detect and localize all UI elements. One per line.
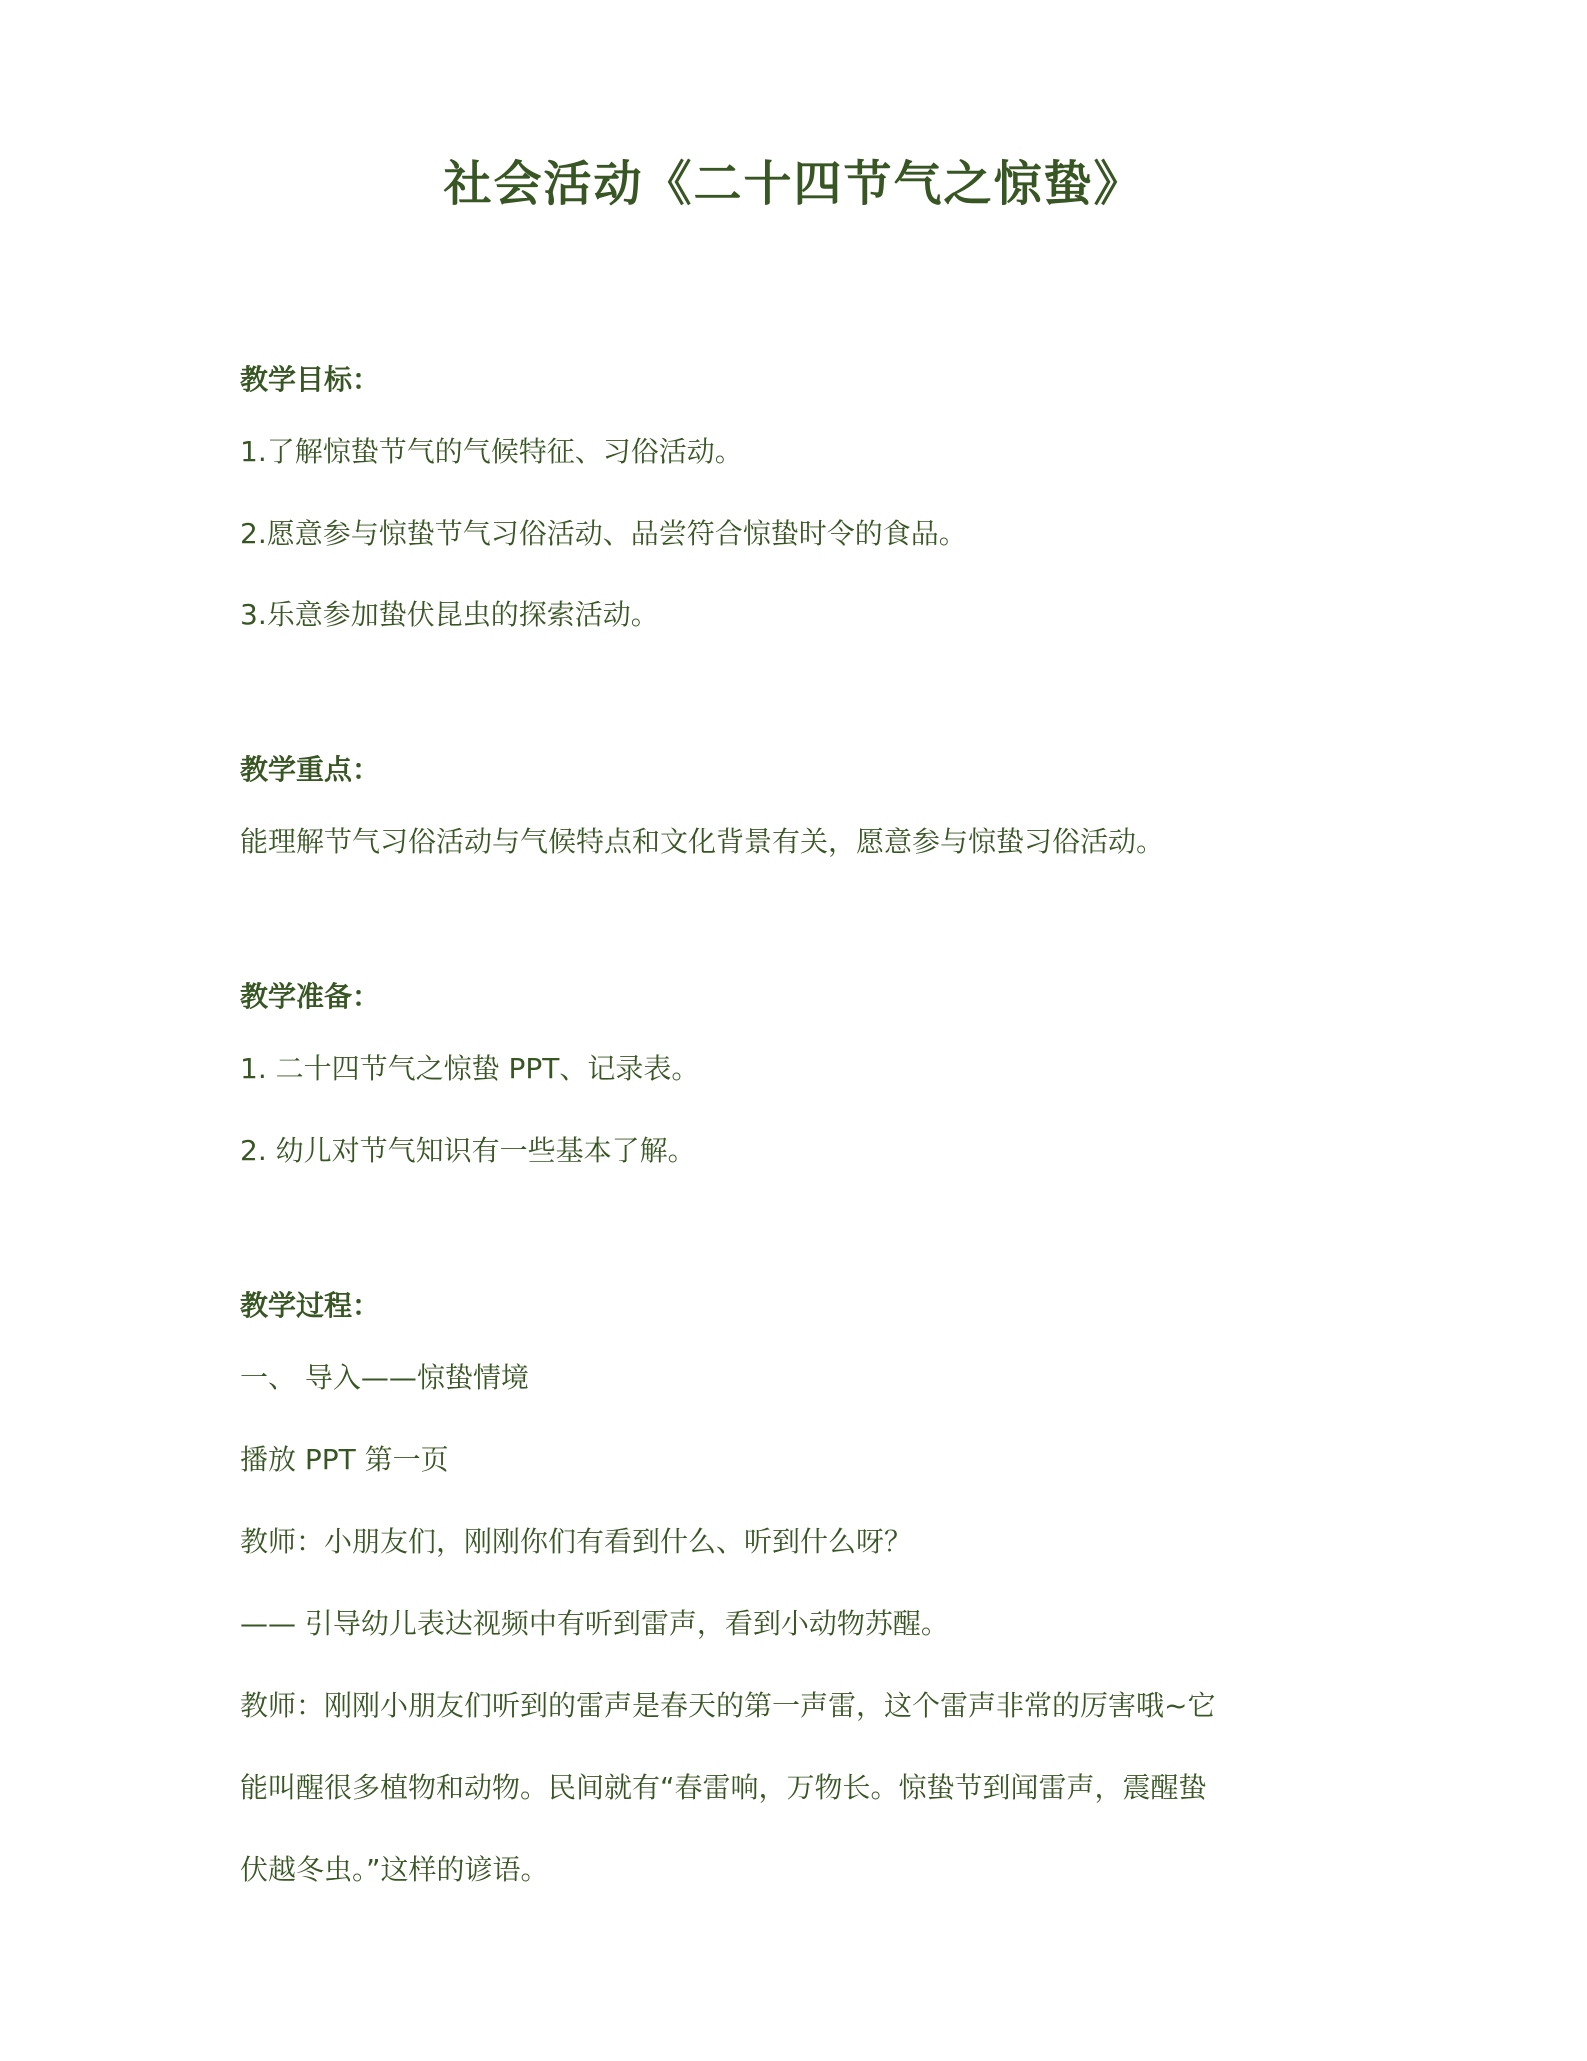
goal-item: 1.了解惊蛰节气的气候特征、习俗活动。 [240, 435, 743, 468]
process-line: 教师：刚刚小朋友们听到的雷声是春天的第一声雷，这个雷声非常的厉害哦~它 [240, 1689, 1216, 1722]
process-line: 教师：小朋友们，刚刚你们有看到什么、听到什么呀？ [240, 1525, 913, 1558]
goal-item: 2.愿意参与惊蛰节气习俗活动、品尝符合惊蛰时令的食品。 [240, 517, 967, 550]
process-line: 伏越冬虫。”这样的谚语。 [240, 1853, 549, 1886]
key-points-text: 能理解节气习俗活动与气候特点和文化背景有关，愿意参与惊蛰习俗活动。 [240, 825, 1165, 858]
process-line: 一、 导入——惊蛰情境 [240, 1361, 529, 1394]
process-line: 播放 PPT 第一页 [240, 1443, 449, 1476]
process-line: 能叫醒很多植物和动物。民间就有“春雷响，万物长。惊蛰节到闻雷声，震醒蛰 [240, 1771, 1207, 1804]
section-heading-key-points: 教学重点： [240, 753, 381, 786]
preparation-item: 2. 幼儿对节气知识有一些基本了解。 [240, 1134, 696, 1167]
document-title: 社会活动《二十四节气之惊蛰》 [443, 156, 1144, 212]
goal-item: 3.乐意参加蛰伏昆虫的探索活动。 [240, 598, 659, 631]
section-heading-preparation: 教学准备： [240, 980, 381, 1013]
preparation-item: 1. 二十四节气之惊蛰 PPT、记录表。 [240, 1052, 700, 1085]
process-line: —— 引导幼儿表达视频中有听到雷声，看到小动物苏醒。 [240, 1607, 949, 1640]
section-heading-goals: 教学目标： [240, 363, 381, 396]
section-heading-process: 教学过程： [240, 1289, 381, 1322]
